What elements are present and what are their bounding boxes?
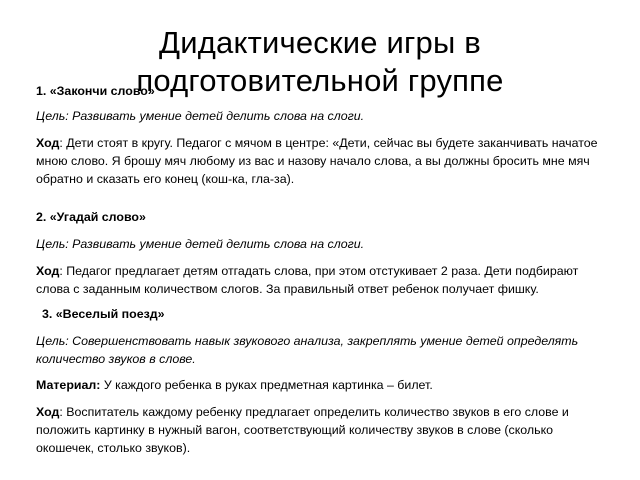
game-1-move-text: : Дети стоят в кругу. Педагог с мячом в центре: «Дети, сейчас вы будете заканчивать начатое мною слово. Я брошу мяч любому из вас и назову начало слова, а вы должны бросить мне мяч обратно и сказать его конец (кош-ка, гла-за). — [36, 136, 598, 186]
game-1-heading: 1. «Закончи слово» — [36, 84, 155, 98]
game-2-goal: Цель: Развивать умение детей делить слова на слоги. — [36, 237, 365, 251]
game-2-move-label: Ход — [36, 264, 60, 278]
game-1-goal: Цель: Развивать умение детей делить слова на слоги. — [36, 109, 365, 123]
slide-title-line-2: подготовительной группе — [136, 63, 504, 98]
slide-title-line-1: Дидактические игры в — [159, 25, 481, 60]
game-3-goal: Цель: Совершенствовать навык звукового анализа, закреплять умение детей определять количество звуков в слове. — [36, 334, 579, 366]
game-2-move-text: : Педагог предлагает детям отгадать слова, при этом отстукивает 2 раза. Дети подбирают слова с заданным количеством слогов. За правильный ответ ребенок получает фишку. — [36, 264, 579, 296]
game-3-heading: 3. «Веселый поезд» — [42, 307, 165, 321]
game-3-material — [36, 376, 606, 394]
game-3-move-text: : Воспитатель каждому ребенку предлагает определить количество звуков в его слове и положить картинку в нужный вагон, соответствующий количеству звуков в слове (сколько окошечек, столько звуков). — [36, 405, 569, 455]
game-3-move-label: Ход — [36, 405, 60, 419]
game-2-move — [36, 262, 606, 298]
game-1-move-label: Ход — [36, 136, 60, 150]
game-3-material-text: У каждого ребенка в руках предметная картинка – билет. — [100, 378, 433, 392]
game-2-heading: 2. «Угадай слово» — [36, 210, 146, 224]
game-1-move — [36, 134, 606, 188]
game-3-material-label: Материал: — [36, 378, 101, 392]
game-3-move — [36, 403, 606, 457]
